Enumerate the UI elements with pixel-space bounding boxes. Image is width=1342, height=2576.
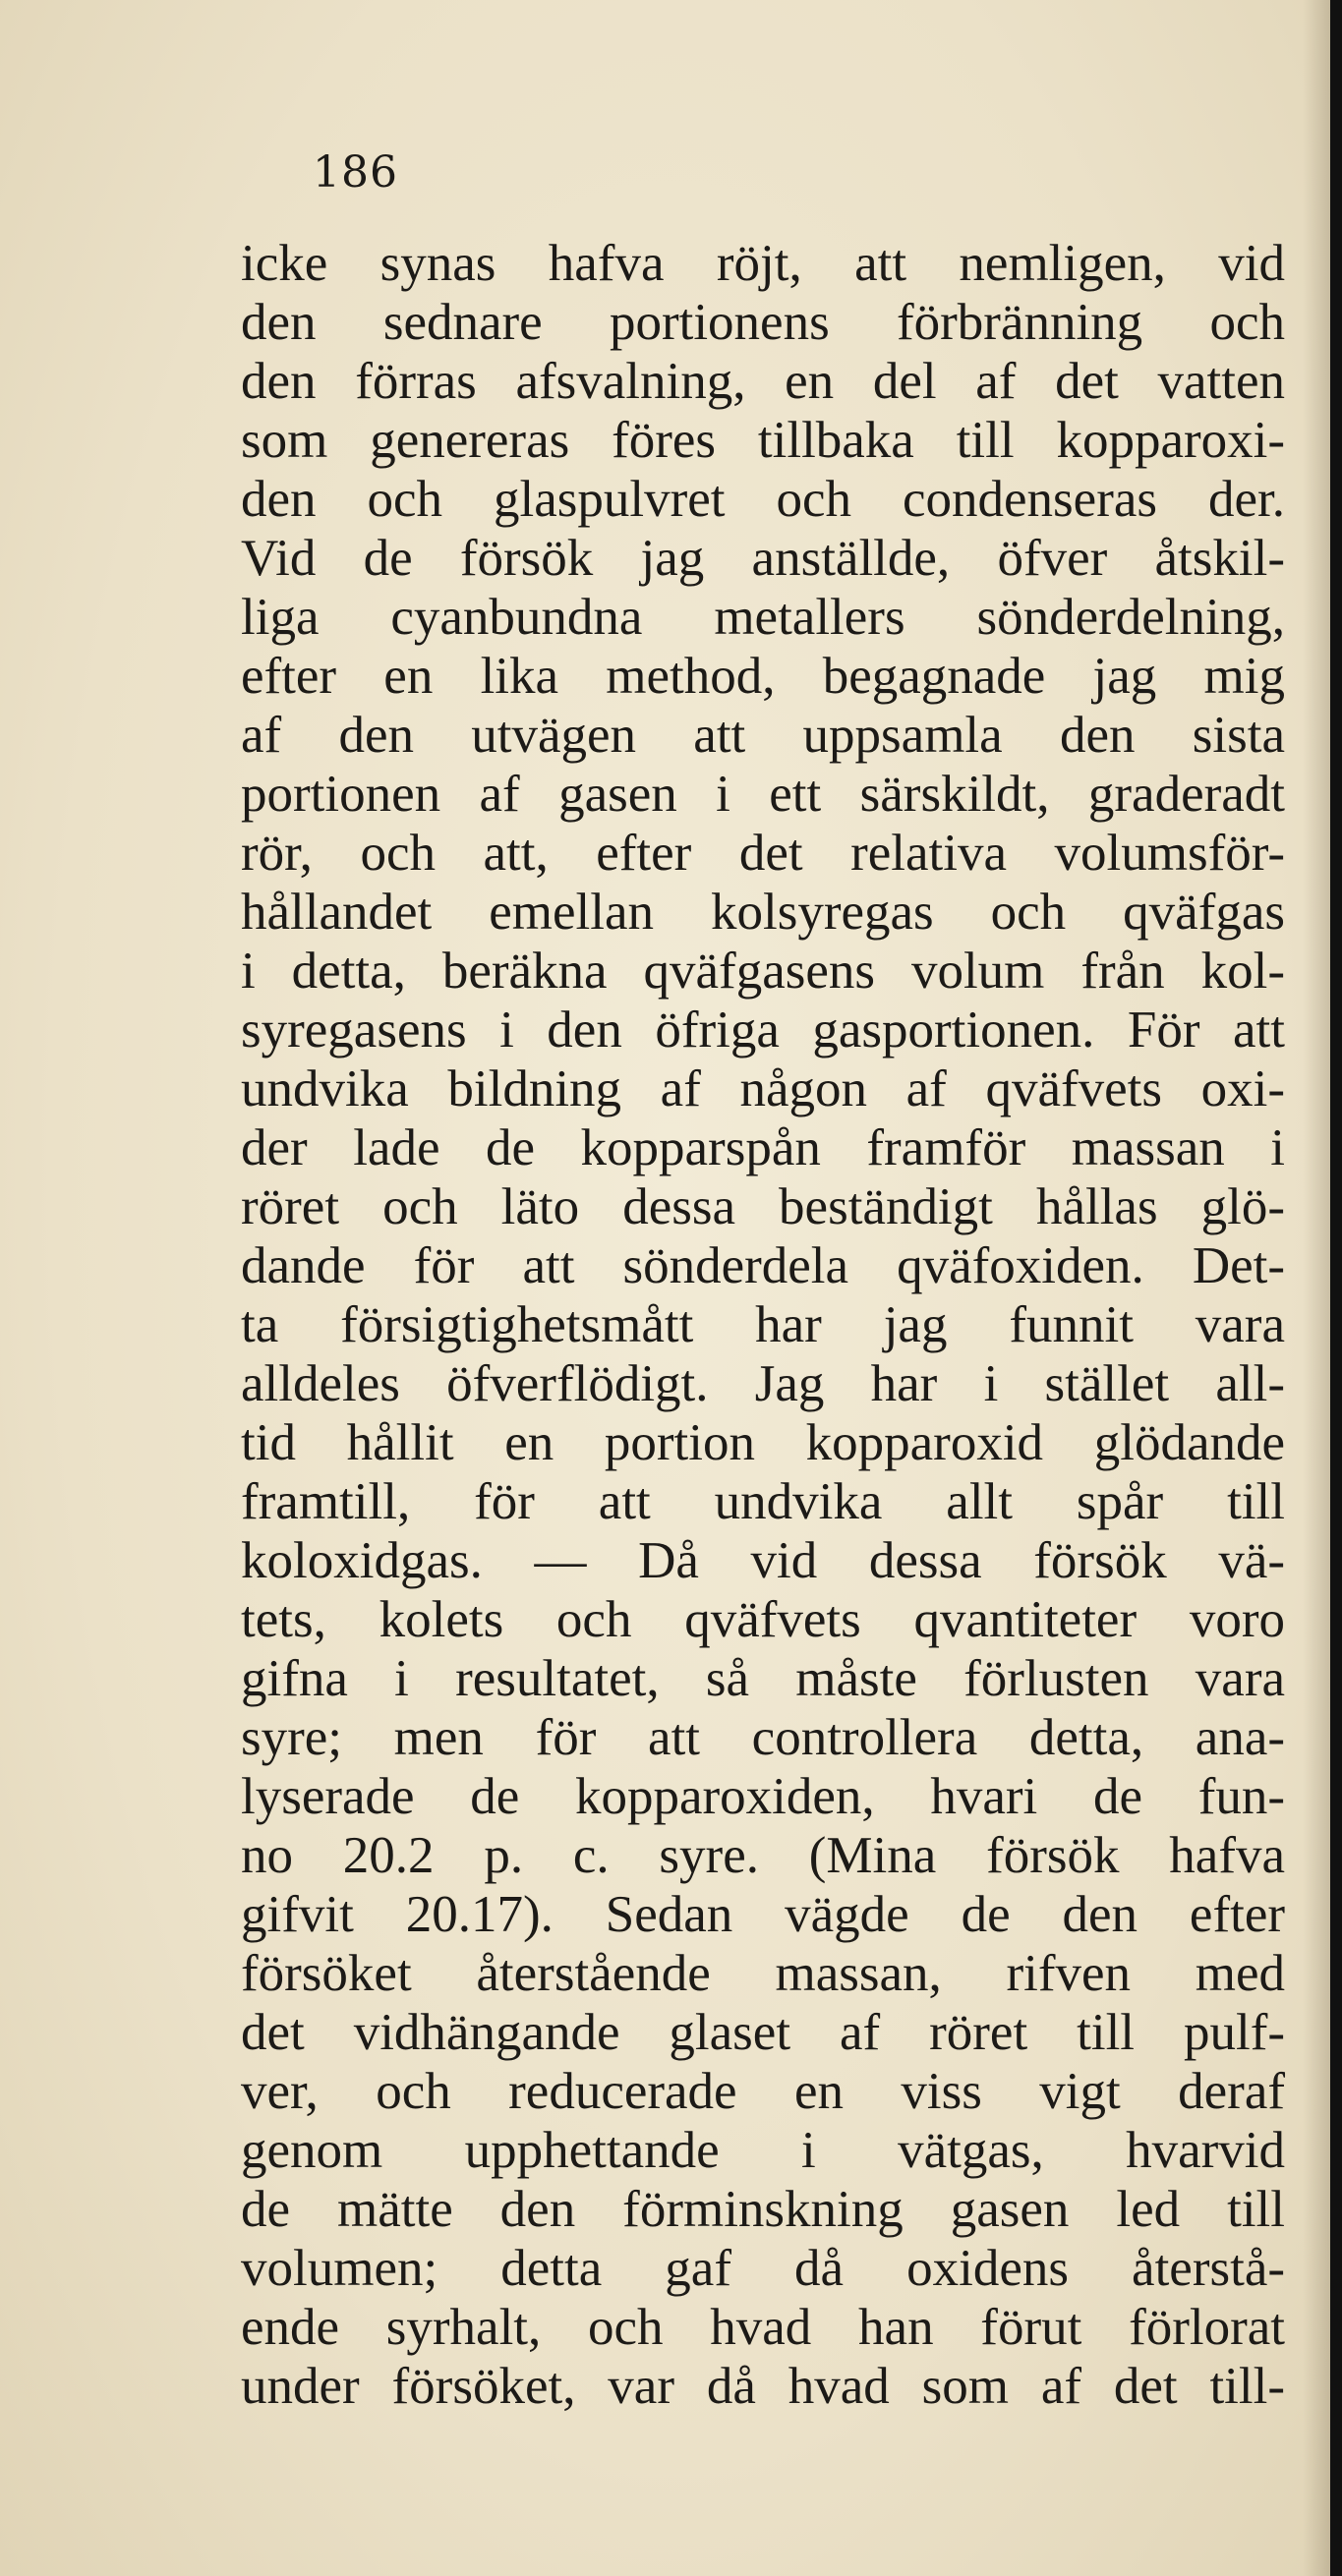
- text-line: der lade de kopparspån framför massan i: [241, 1119, 1285, 1176]
- text-line: undvika bildning af någon af qväfvets oxi-: [241, 1060, 1285, 1117]
- text-line: de mätte den förminskning gasen led till: [241, 2181, 1285, 2238]
- text-line: det vidhängande glaset af röret till pulf-: [241, 2004, 1285, 2061]
- text-line: ende syrhalt, och hvad han förut förlorat: [241, 2299, 1285, 2356]
- text-line: ta försigtighetsmått har jag funnit vara: [241, 1296, 1285, 1353]
- text-line: under försöket, var då hvad som af det till-: [241, 2358, 1285, 2415]
- text-line: af den utvägen att uppsamla den sista: [241, 707, 1285, 764]
- text-line: gifna i resultatet, så måste förlusten vara: [241, 1650, 1285, 1707]
- text-line: den förras afsvalning, en del af det vatten: [241, 353, 1285, 410]
- text-line: rör, och att, efter det relativa volumsför-: [241, 825, 1285, 882]
- text-line: efter en lika method, begagnade jag mig: [241, 648, 1285, 705]
- text-line: gifvit 20.17). Sedan vägde de den efter: [241, 1886, 1285, 1943]
- text-line: alldeles öfverflödigt. Jag har i stället all-: [241, 1355, 1285, 1412]
- text-line: som genereras föres tillbaka till kopparoxi-: [241, 412, 1285, 469]
- text-line: syregasens i den öfriga gasportionen. För att: [241, 1002, 1285, 1059]
- text-line: genom upphettande i vätgas, hvarvid: [241, 2122, 1285, 2179]
- text-line: ver, och reducerade en viss vigt deraf: [241, 2063, 1285, 2120]
- text-line: tid hållit en portion kopparoxid glödande: [241, 1414, 1285, 1471]
- text-line: hållandet emellan kolsyregas och qväfgas: [241, 884, 1285, 941]
- text-line: den och glaspulvret och condenseras der.: [241, 471, 1285, 528]
- text-line: no 20.2 p. c. syre. (Mina försök hafva: [241, 1827, 1285, 1884]
- text-line: lyserade de kopparoxiden, hvari de fun-: [241, 1768, 1285, 1825]
- text-line: icke synas hafva röjt, att nemligen, vid: [241, 235, 1285, 292]
- text-line: portionen af gasen i ett särskildt, graderadt: [241, 766, 1285, 823]
- page-edge-shadow: [1303, 0, 1330, 2576]
- body-text: [241, 234, 1285, 2416]
- text-line: volumen; detta gaf då oxidens återstå-: [241, 2240, 1285, 2297]
- text-line: röret och läto dessa beständigt hållas glö-: [241, 1178, 1285, 1235]
- text-line: framtill, för att undvika allt spår till: [241, 1473, 1285, 1530]
- text-line: dande för att sönderdela qväfoxiden. Det-: [241, 1237, 1285, 1294]
- text-line: syre; men för att controllera detta, ana-: [241, 1709, 1285, 1766]
- text-line: den sednare portionens förbränning och: [241, 294, 1285, 351]
- page-number: 186: [313, 147, 398, 198]
- page-edge: [1330, 0, 1342, 2576]
- text-line: i detta, beräkna qväfgasens volum från kol-: [241, 943, 1285, 1000]
- text-line: tets, kolets och qväfvets qvantiteter voro: [241, 1591, 1285, 1648]
- text-line: Vid de försök jag anställde, öfver åtskil-: [241, 530, 1285, 587]
- text-line: koloxidgas. — Då vid dessa försök vä-: [241, 1532, 1285, 1589]
- text-line: försöket återstående massan, rifven med: [241, 1945, 1285, 2002]
- text-line: liga cyanbundna metallers sönderdelning,: [241, 589, 1285, 646]
